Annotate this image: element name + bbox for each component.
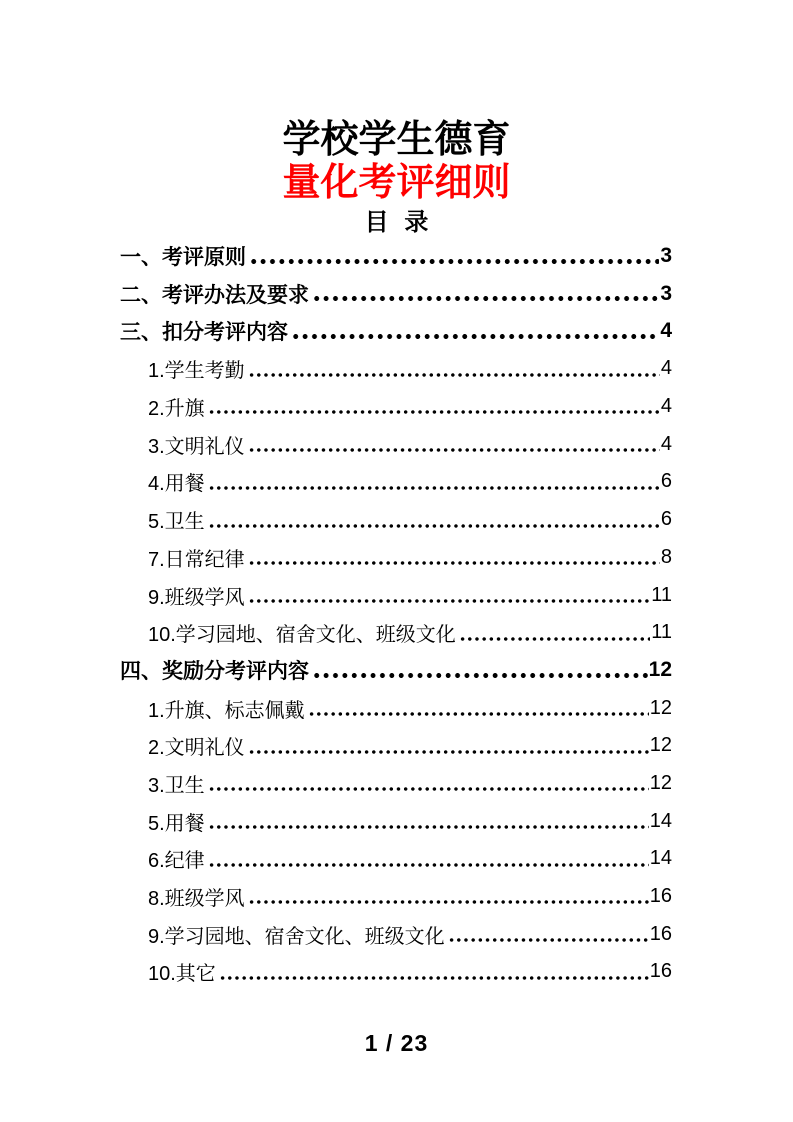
toc-dotted-leader (219, 953, 649, 991)
toc-entry[interactable] (120, 953, 672, 991)
toc-entry-page-number: 3 (660, 243, 672, 267)
toc-dotted-leader (248, 878, 649, 916)
toc-entry-page-number: 11 (651, 583, 672, 606)
toc-entry[interactable] (120, 275, 672, 313)
toc-entry[interactable] (120, 840, 672, 878)
toc-entry-label: 一、考评原则 (120, 245, 246, 269)
toc-dotted-leader (208, 840, 649, 878)
toc-entry-label: 2.升旗 (148, 398, 205, 421)
toc-entry[interactable] (120, 237, 672, 275)
toc-entry-label: 四、奖励分考评内容 (120, 660, 309, 684)
toc-entry-label: 5.卫生 (148, 511, 205, 534)
toc-dotted-leader (248, 727, 649, 765)
toc-dotted-leader (459, 614, 650, 652)
toc-entry[interactable] (120, 689, 672, 727)
toc-entry-label: 3.卫生 (148, 774, 205, 797)
toc-dotted-leader (312, 275, 659, 313)
toc-dotted-leader (308, 689, 649, 727)
toc-heading: 目 录 (364, 209, 429, 236)
toc-entry-page-number: 4 (660, 319, 672, 343)
toc-entry-page-number: 14 (649, 809, 672, 832)
toc-entry[interactable] (120, 614, 672, 652)
toc-entry-page-number: 12 (649, 734, 672, 757)
toc-entry-label: 8.班级学风 (148, 888, 245, 911)
toc-entry[interactable] (120, 501, 672, 539)
toc-entry[interactable] (120, 388, 672, 426)
toc-dotted-leader (312, 652, 648, 690)
toc-dotted-leader (248, 425, 660, 463)
toc-entry-page-number: 14 (649, 847, 672, 870)
toc-entry[interactable] (120, 727, 672, 765)
toc-entry-page-number: 16 (649, 885, 672, 908)
toc-entry-label: 2.文明礼仪 (148, 737, 245, 760)
toc-dotted-leader (249, 237, 659, 275)
toc-entry-page-number: 12 (648, 658, 672, 682)
toc-entry-label: 6.纪律 (148, 850, 205, 873)
toc-entry-page-number: 16 (649, 960, 672, 983)
toc-entry-page-number: 12 (649, 771, 672, 794)
toc-entry-label: 1.学生考勤 (148, 360, 245, 383)
toc-entry-label: 3.文明礼仪 (148, 435, 245, 458)
toc-entry-label: 9.班级学风 (148, 586, 245, 609)
toc-entry[interactable] (120, 350, 672, 388)
toc-entry[interactable] (120, 576, 672, 614)
toc-entry[interactable] (120, 765, 672, 803)
toc-dotted-leader (208, 501, 660, 539)
toc-entry-page-number: 4 (660, 432, 672, 455)
toc-dotted-leader (291, 312, 659, 350)
toc-dotted-leader (248, 539, 660, 577)
toc-entry[interactable] (120, 312, 672, 350)
toc-entry[interactable] (120, 425, 672, 463)
toc-entry-page-number: 16 (649, 922, 672, 945)
toc-entry-label: 4.用餐 (148, 473, 205, 496)
toc-entry[interactable] (120, 915, 672, 953)
toc-list (120, 237, 672, 991)
toc-entry-page-number: 8 (660, 545, 672, 568)
toc-entry-label: 10.其它 (148, 963, 216, 986)
toc-dotted-leader (208, 388, 660, 426)
toc-entry-page-number: 4 (660, 395, 672, 418)
toc-dotted-leader (208, 765, 649, 803)
toc-dotted-leader (248, 576, 651, 614)
page-number-indicator: 1 / 23 (364, 1030, 429, 1056)
toc-dotted-leader (208, 802, 649, 840)
toc-dotted-leader (448, 915, 649, 953)
toc-entry-page-number: 6 (660, 470, 672, 493)
toc-entry-page-number: 12 (649, 696, 672, 719)
toc-entry[interactable] (120, 539, 672, 577)
toc-entry[interactable] (120, 463, 672, 501)
document-title-line2: 量化考评细则 (282, 162, 511, 204)
toc-entry-label: 1.升旗、标志佩戴 (148, 699, 305, 722)
toc-dotted-leader (208, 463, 660, 501)
toc-entry-label: 9.学习园地、宿舍文化、班级文化 (148, 925, 445, 948)
toc-entry[interactable] (120, 878, 672, 916)
toc-entry-label: 二、考评办法及要求 (120, 283, 309, 307)
toc-entry[interactable] (120, 802, 672, 840)
document-title-line1: 学校学生德育 (282, 119, 511, 161)
toc-entry-label: 5.用餐 (148, 812, 205, 835)
toc-entry[interactable] (120, 652, 672, 690)
toc-entry-page-number: 3 (660, 281, 672, 305)
toc-entry-label: 三、扣分考评内容 (120, 321, 288, 345)
toc-entry-label: 10.学习园地、宿舍文化、班级文化 (148, 624, 456, 647)
toc-dotted-leader (248, 350, 660, 388)
toc-entry-page-number: 6 (660, 508, 672, 531)
toc-entry-page-number: 11 (651, 621, 672, 644)
toc-entry-page-number: 4 (660, 357, 672, 380)
toc-entry-label: 7.日常纪律 (148, 548, 245, 571)
